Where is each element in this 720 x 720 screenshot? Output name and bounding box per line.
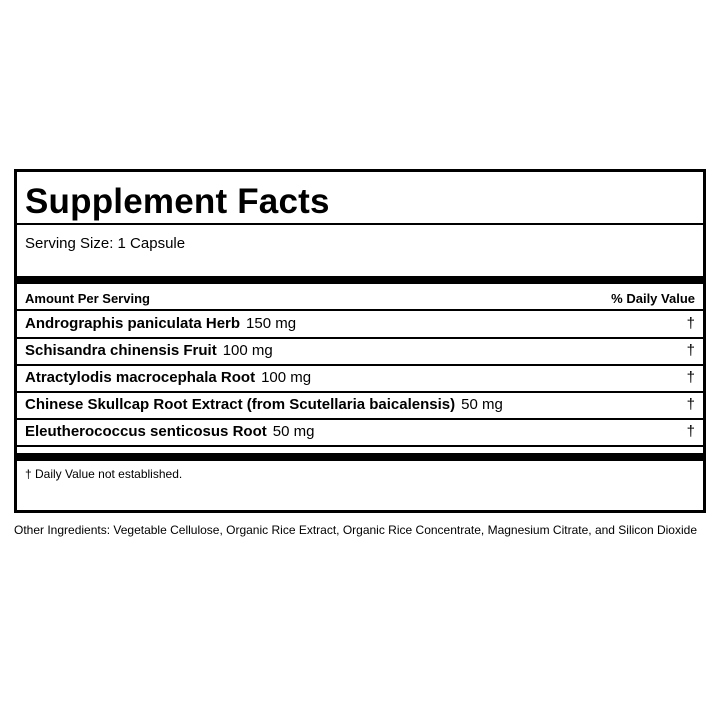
daily-value-label: % Daily Value <box>611 291 695 306</box>
panel-title: Supplement Facts <box>25 182 330 221</box>
row-divider <box>17 445 703 447</box>
daily-value-dagger: † <box>686 315 695 332</box>
ingredient-name: Eleutherococcus senticosus Root <box>25 423 267 440</box>
footnote-divider <box>17 453 703 461</box>
supplement-facts-panel <box>14 169 706 513</box>
ingredient-amount: 100 mg <box>261 369 312 386</box>
row-divider <box>17 391 703 393</box>
ingredient-amount: 50 mg <box>272 423 315 440</box>
daily-value-dagger: † <box>686 369 695 386</box>
table-header <box>25 290 695 308</box>
daily-value-dagger: † <box>686 396 695 413</box>
ingredient-row <box>25 395 695 415</box>
ingredient-name: Schisandra chinensis Fruit <box>25 342 217 359</box>
row-divider <box>17 337 703 339</box>
row-divider <box>17 418 703 420</box>
title-divider <box>17 223 703 225</box>
ingredient-row <box>25 314 695 334</box>
ingredient-name: Chinese Skullcap Root Extract (from Scutellaria baicalensis) <box>25 396 456 413</box>
ingredient-row <box>25 341 695 361</box>
serving-divider <box>17 276 703 284</box>
other-ingredients: Other Ingredients: Vegetable Cellulose, Organic Rice Extract, Organic Rice Concentrate, Magnesium Citrate, and Silicon Dioxide <box>14 523 697 537</box>
ingredient-amount: 50 mg <box>461 396 503 413</box>
daily-value-dagger: † <box>686 423 695 440</box>
ingredient-amount: 100 mg <box>222 342 273 359</box>
serving-size: Serving Size: 1 Capsule <box>25 235 186 252</box>
ingredient-amount: 150 mg <box>246 315 297 332</box>
daily-value-dagger: † <box>686 342 695 359</box>
footnote: † Daily Value not established. <box>25 467 183 481</box>
header-divider <box>17 309 703 311</box>
ingredient-name: Atractylodis macrocephala Root <box>25 369 256 386</box>
row-divider <box>17 364 703 366</box>
ingredient-name: Andrographis paniculata Herb <box>25 315 241 332</box>
ingredient-row <box>25 368 695 388</box>
amount-per-serving-label: Amount Per Serving <box>25 291 150 306</box>
ingredient-row <box>25 422 695 442</box>
